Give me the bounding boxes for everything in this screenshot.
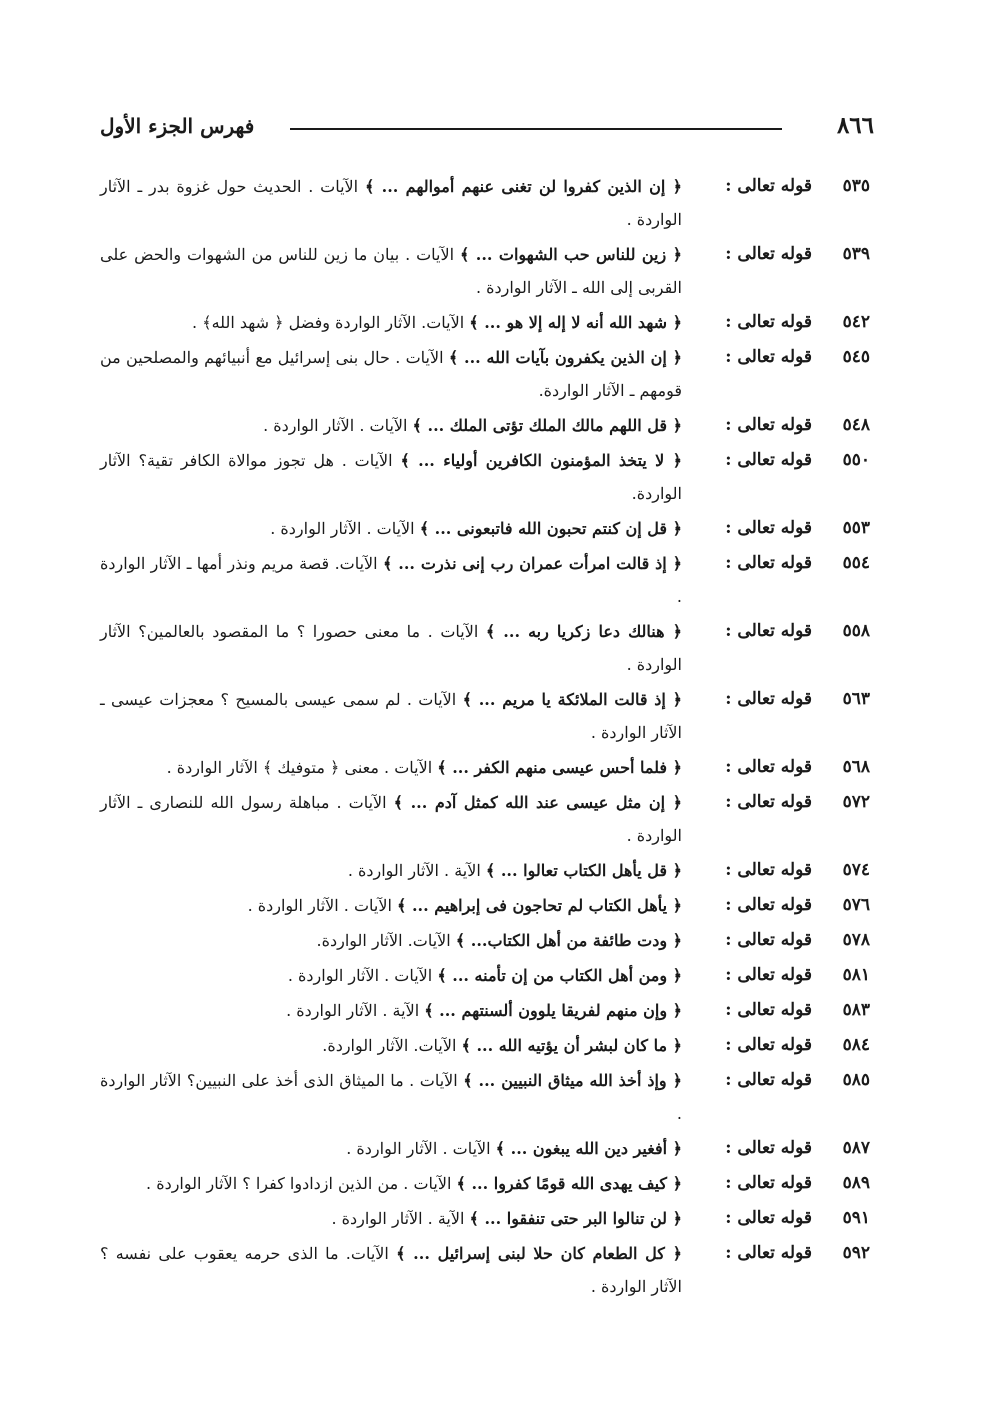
index-entry [100,547,870,613]
entry-text [100,238,682,304]
entry-verse: ﴿ إذ قالت الملائكة يا مريم ... ﴾ [462,690,683,709]
entry-verse: ﴿ إذ قالت امرأت عمران رب إنى نذرت ... ﴾ [383,554,683,573]
entry-label: قوله تعالى : [725,860,812,880]
index-entries [100,170,870,1305]
entry-text [100,959,682,992]
entry-page-number: ٥٥٤ [842,553,870,573]
entry-verse: ﴿ شهد الله أنه لا إله إلا هو ... ﴾ [469,313,682,332]
entry-description: الآيات . ما الميثاق الذى أخذ على النبيين؟ الآثار الواردة . [100,1071,682,1123]
entry-label: قوله تعالى : [725,1070,812,1090]
entry-label: قوله تعالى : [725,1173,812,1193]
page-header [100,112,874,146]
entry-text [100,341,682,407]
entry-description: الآيات . الآثار الواردة . [287,966,438,985]
entry-text [100,306,682,339]
entry-text [100,512,682,545]
entry-page-number: ٥٤٢ [842,312,870,332]
entry-description: الآيات. قصة مريم ونذر أمها ـ الآثار الواردة . [100,554,682,606]
entry-page-number: ٥٧٦ [842,895,870,915]
entry-verse: ﴿ إن مثل عيسى عند الله كمثل آدم ... ﴾ [393,793,683,812]
entry-verse: ﴿ لن تنالوا البر حتى تنفقوا ... ﴾ [469,1209,682,1228]
index-entry [100,341,870,407]
running-title: فهرس الجزء الأول [100,114,255,138]
index-entry [100,751,870,784]
index-entry [100,1132,870,1165]
index-entry [100,409,870,442]
entry-description: الآيات . هل تجوز موالاة الكافر تقية؟ الآثار الواردة. [100,451,682,503]
page-number: ٨٦٦ [836,112,874,139]
entry-verse: ﴿ يأهل الكتاب لم تحاجون فى إبراهيم ... ﴾ [397,896,682,915]
entry-description: الآيات . الآثار الواردة . [247,896,398,915]
index-entry [100,854,870,887]
index-entry [100,1237,870,1303]
entry-description: الآيات . ما معنى حصورا ؟ ما المقصود بالعالمين؟ الآثار الواردة . [100,622,682,674]
entry-text [100,994,682,1027]
entry-description: الآية . الآثار الواردة . [347,861,486,880]
entry-page-number: ٥٨٤ [842,1035,870,1055]
entry-description: الآيات . الآثار الواردة . [263,416,413,435]
entry-label: قوله تعالى : [725,757,812,777]
entry-verse: ﴿ كل الطعام كان حلا لبنى إسرائيل ... ﴾ [396,1244,682,1263]
entry-page-number: ٥٨٣ [842,1000,870,1020]
entry-page-number: ٥٨١ [842,965,870,985]
entry-text [100,1202,682,1235]
entry-verse: ﴿ لا يتخذ المؤمنون الكافرين أولياء ... ﴾ [400,451,682,470]
entry-description: الآيات . الحديث حول غزوة بدر ـ الآثار الواردة . [100,177,682,229]
entry-label: قوله تعالى : [725,792,812,812]
index-entry [100,889,870,922]
entry-label: قوله تعالى : [725,450,812,470]
entry-verse: ﴿ قل يأهل الكتاب تعالوا ... ﴾ [485,861,682,880]
entry-page-number: ٥٨٩ [842,1173,870,1193]
entry-label: قوله تعالى : [725,1000,812,1020]
header-rule [290,128,782,130]
entry-verse: ﴿ ما كان لبشر أن يؤتيه الله ... ﴾ [461,1036,682,1055]
index-entry [100,1029,870,1062]
entry-description: الآيات. ما الذى حرمه يعقوب على نفسه ؟ الآثار الواردة . [100,1244,682,1296]
entry-page-number: ٥٥٨ [842,621,870,641]
entry-verse: ﴿ ومن أهل الكتاب من إن تأمنه ... ﴾ [437,966,682,985]
index-entry [100,238,870,304]
entry-label: قوله تعالى : [725,1243,812,1263]
entry-verse: ﴿ وإذ أخذ الله ميثاق النبيين ... ﴾ [463,1071,682,1090]
entry-verse: ﴿ كيف يهدى الله قومًا كفروا ... ﴾ [456,1174,682,1193]
entry-label: قوله تعالى : [725,176,812,196]
entry-page-number: ٥٧٨ [842,930,870,950]
entry-page-number: ٥٤٨ [842,415,870,435]
entry-page-number: ٥٣٩ [842,244,870,264]
index-entry [100,170,870,236]
entry-label: قوله تعالى : [725,415,812,435]
entry-label: قوله تعالى : [725,930,812,950]
entry-label: قوله تعالى : [725,347,812,367]
entry-text [100,751,682,784]
entry-label: قوله تعالى : [725,312,812,332]
entry-label: قوله تعالى : [725,689,812,709]
entry-verse: ﴿ إن الذين يكفرون بآيات الله ... ﴾ [448,348,682,367]
entry-label: قوله تعالى : [725,1138,812,1158]
entry-description: الآيات . معنى ﴿ متوفيك ﴾ الآثار الواردة . [166,758,438,777]
entry-description: الآيات . الآثار الواردة . [346,1139,496,1158]
entry-label: قوله تعالى : [725,1208,812,1228]
entry-description: الآيات. الآثار الواردة. [316,931,456,950]
entry-text [100,1064,682,1130]
index-entry [100,959,870,992]
entry-verse: ﴿ وإن منهم لفريقا يلوون ألسنتهم ... ﴾ [424,1001,682,1020]
entry-description: الآيات . بيان ما زين للناس من الشهوات والحض على القربى إلى الله ـ الآثار الواردة . [100,245,682,297]
entry-description: الآيات . من الذين ازدادوا كفرا ؟ الآثار الواردة . [146,1174,457,1193]
entry-description: الآيات . الآثار الواردة . [270,519,420,538]
entry-description: الآيات . لم سمى عيسى بالمسيح ؟ معجزات عيسى ـ الآثار الواردة . [100,690,682,742]
entry-verse: ﴿ قل اللهم مالك الملك تؤتى الملك ... ﴾ [412,416,682,435]
entry-label: قوله تعالى : [725,553,812,573]
entry-description: الآية . الآثار الواردة . [286,1001,425,1020]
entry-page-number: ٥٩١ [842,1208,870,1228]
entry-text [100,854,682,887]
entry-verse: ﴿ أفغير دين الله يبغون ... ﴾ [495,1139,682,1158]
entry-label: قوله تعالى : [725,518,812,538]
entry-description: الآية . الآثار الواردة . [331,1209,470,1228]
entry-text [100,1029,682,1062]
entry-text [100,444,682,510]
entry-text [100,924,682,957]
index-entry [100,444,870,510]
entry-page-number: ٥٤٥ [842,347,870,367]
entry-text [100,409,682,442]
entry-verse: ﴿ إن الذين كفروا لن تغنى عنهم أموالهم ... ﴾ [364,177,683,196]
entry-verse: ﴿ زين للناس حب الشهوات ... ﴾ [460,245,683,264]
entry-verse: ﴿ فلما أحس عيسى منهم الكفر ... ﴾ [437,758,682,777]
index-entry [100,1202,870,1235]
entry-page-number: ٥٧٤ [842,860,870,880]
index-entry [100,1167,870,1200]
index-entry [100,683,870,749]
index-entry [100,924,870,957]
entry-label: قوله تعالى : [725,895,812,915]
entry-description: الآيات. الآثار الواردة وفضل ﴿ شهد الله﴾ . [192,313,470,332]
entry-text [100,1237,682,1303]
entry-page-number: ٥٨٧ [842,1138,870,1158]
entry-description: الآيات . حال بنى إسرائيل مع أنبيائهم والمصلحين من قومهم ـ الآثار الواردة. [100,348,682,400]
entry-page-number: ٥٣٥ [842,176,870,196]
entry-text [100,889,682,922]
index-entry [100,786,870,852]
entry-page-number: ٥٦٣ [842,689,870,709]
entry-verse: ﴿ قل إن كنتم تحبون الله فاتبعونى ... ﴾ [419,519,682,538]
entry-page-number: ٥٧٢ [842,792,870,812]
entry-label: قوله تعالى : [725,621,812,641]
index-entry [100,615,870,681]
entry-text [100,1132,682,1165]
entry-page-number: ٥٥٣ [842,518,870,538]
entry-text [100,615,682,681]
index-entry [100,1064,870,1130]
index-entry [100,512,870,545]
entry-text [100,170,682,236]
entry-label: قوله تعالى : [725,965,812,985]
entry-label: قوله تعالى : [725,1035,812,1055]
entry-text [100,786,682,852]
entry-label: قوله تعالى : [725,244,812,264]
entry-text [100,683,682,749]
entry-text [100,547,682,613]
entry-description: الآيات . مباهلة رسول الله للنصارى ـ الآثار الواردة . [100,793,682,845]
entry-page-number: ٥٦٨ [842,757,870,777]
entry-page-number: ٥٩٢ [842,1243,870,1263]
entry-text [100,1167,682,1200]
entry-page-number: ٥٥٠ [842,450,870,470]
entry-verse: ﴿ ودت طائفة من أهل الكتاب... ﴾ [455,931,682,950]
index-entry [100,994,870,1027]
entry-page-number: ٥٨٥ [842,1070,870,1090]
entry-verse: ﴿ هنالك دعا زكريا ربه ... ﴾ [485,622,683,641]
entry-description: الآيات. الآثار الواردة. [322,1036,462,1055]
index-entry [100,306,870,339]
